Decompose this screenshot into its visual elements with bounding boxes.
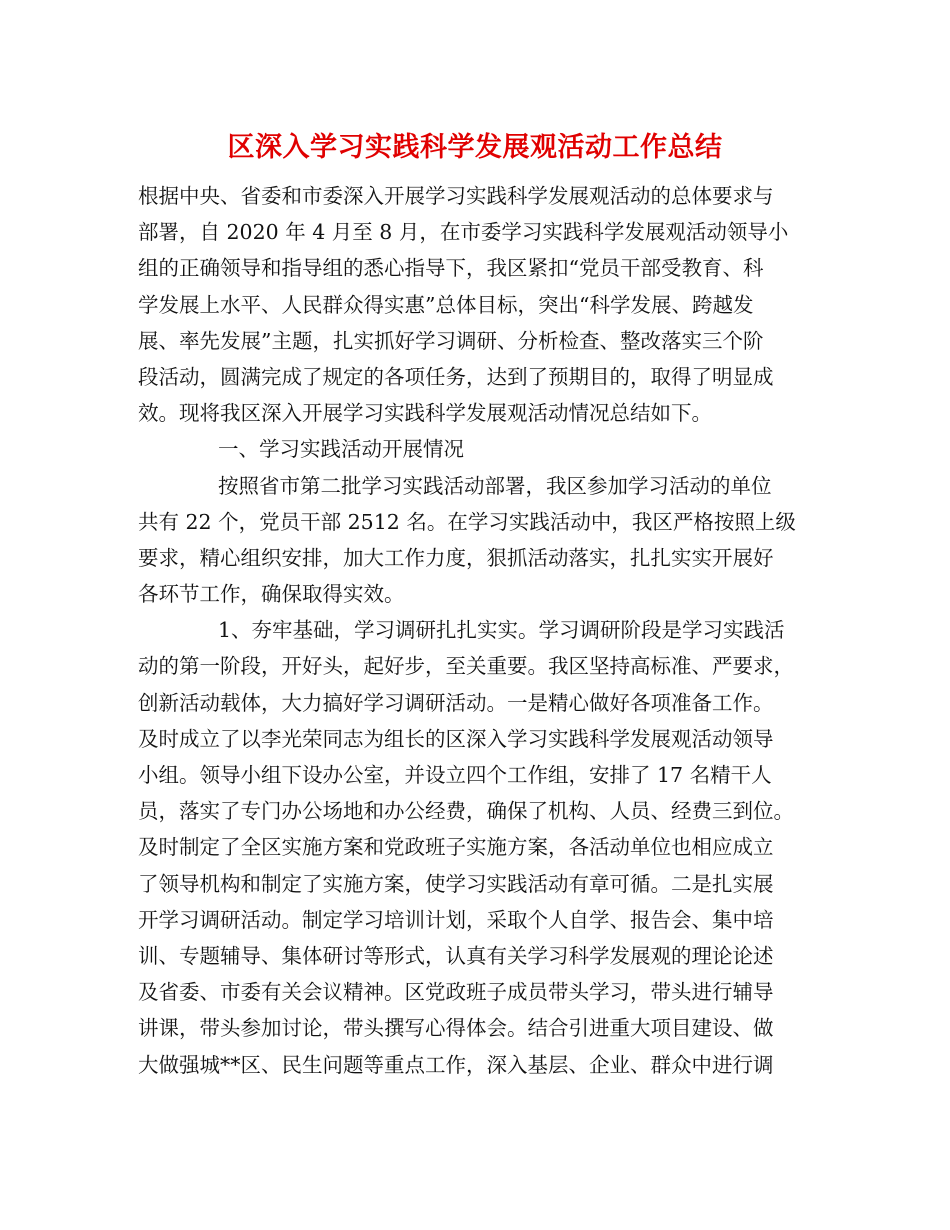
section-heading: 一、学习实践活动开展情况 <box>218 437 464 462</box>
body-line: 员，落实了专门办公场地和办公经费，确保了机构、人员、经费三到位。 <box>138 799 794 824</box>
body-line: 效。现将我区深入开展学习实践科学发展观活动情况总结如下。 <box>138 401 712 426</box>
body-line: 小组。领导小组下设办公室，并设立四个工作组，安排了 17 名精干人 <box>138 763 772 787</box>
body-line: 展、率先发展”主题，扎实抓好学习调研、分析检查、整改落实三个阶 <box>138 328 764 353</box>
body-line: 了领导机构和制定了实施方案，使学习实践活动有章可循。二是扎实展 <box>138 871 774 896</box>
document-body <box>138 178 838 1083</box>
body-line: 创新活动载体，大力搞好学习调研活动。一是精心做好各项准备工作。 <box>138 690 774 715</box>
body-line: 动的第一阶段，开好头，起好步，至关重要。我区坚持高标准、严要求， <box>138 654 794 679</box>
body-line: 训、专题辅导、集体研讨等形式，认真有关学习科学发展观的理论论述 <box>138 943 774 968</box>
body-line: 按照省市第二批学习实践活动部署，我区参加学习活动的单位 <box>218 473 772 498</box>
body-line: 组的正确领导和指导组的悉心指导下，我区紧扣“党员干部受教育、科 <box>138 256 764 281</box>
body-line: 及省委、市委有关会议精神。区党政班子成员带头学习，带头进行辅导 <box>138 980 774 1005</box>
body-line: 大做强城**区、民生问题等重点工作，深入基层、企业、群众中进行调 <box>138 1052 774 1077</box>
body-line: 根据中央、省委和市委深入开展学习实践科学发展观活动的总体要求与 <box>138 184 774 208</box>
body-line: 部署，自 2020 年 4 月至 8 月，在市委学习实践科学发展观活动领导小 <box>138 220 789 245</box>
body-line: 及时制定了全区实施方案和党政班子实施方案，各活动单位也相应成立 <box>138 835 774 860</box>
body-line: 段活动，圆满完成了规定的各项任务，达到了预期目的，取得了明显成 <box>138 364 774 389</box>
body-line: 1、夯牢基础，学习调研扎扎实实。学习调研阶段是学习实践活 <box>218 618 785 643</box>
body-line: 要求，精心组织安排，加大工作力度，狠抓活动落实，扎扎实实开展好 <box>138 545 774 570</box>
body-line: 学发展上水平、人民群众得实惠”总体目标，突出“科学发展、跨越发 <box>138 292 754 317</box>
body-line: 各环节工作，确保取得实效。 <box>138 582 405 607</box>
body-line: 开学习调研活动。制定学习培训计划，采取个人自学、报告会、集中培 <box>138 907 774 932</box>
document-title: 区深入学习实践科学发展观活动工作总结 <box>227 132 723 163</box>
body-line: 讲课，带头参加讨论，带头撰写心得体会。结合引进重大项目建设、做 <box>138 1016 774 1041</box>
body-line: 及时成立了以李光荣同志为组长的区深入学习实践科学发展观活动领导 <box>138 726 774 751</box>
body-line: 共有 22 个，党员干部 2512 名。在学习实践活动中，我区严格按照上级 <box>138 509 796 534</box>
